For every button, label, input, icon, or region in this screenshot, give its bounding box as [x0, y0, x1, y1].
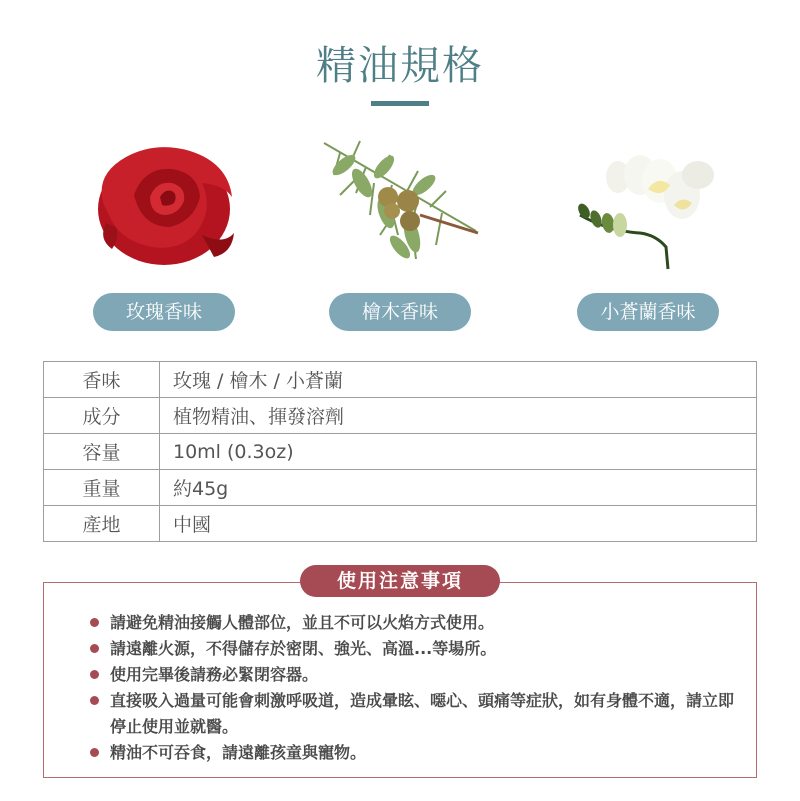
spec-key: 重量 — [44, 470, 160, 506]
spec-value: 10ml (0.3oz) — [160, 434, 757, 470]
notice-text: 直接吸入過量可能會刺激呼吸道，造成暈眩、噁心、頭痛等症狀，如有身體不適，請立即停止使用並就醫。 — [110, 691, 735, 736]
scent-label-rose: 玫瑰香味 — [93, 293, 235, 331]
bullet-icon — [90, 696, 99, 705]
bullet-icon — [90, 644, 99, 653]
notice-title: 使用注意事項 — [300, 565, 500, 597]
spec-value: 約45g — [160, 470, 757, 506]
scent-cypress — [300, 135, 500, 335]
list-item — [88, 662, 738, 688]
notice-list — [88, 610, 738, 766]
title-underline — [371, 101, 429, 106]
spec-key: 成分 — [44, 398, 160, 434]
spec-value: 植物精油、揮發溶劑 — [160, 398, 757, 434]
scent-label-cypress: 檜木香味 — [329, 293, 471, 331]
notice-text: 使用完畢後請務必緊閉容器。 — [110, 665, 319, 684]
spec-row — [44, 434, 757, 470]
scent-freesia — [548, 135, 748, 335]
spec-key: 產地 — [44, 506, 160, 542]
list-item — [88, 688, 738, 740]
notice-text: 請遠離火源，不得儲存於密閉、強光、高溫...等場所。 — [110, 639, 497, 658]
notice-text: 精油不可吞食，請遠離孩童與寵物。 — [110, 743, 367, 762]
spec-key: 香味 — [44, 362, 160, 398]
page-title: 精油規格 — [316, 43, 484, 89]
spec-value: 中國 — [160, 506, 757, 542]
bullet-icon — [90, 670, 99, 679]
notice-text: 請避免精油接觸人體部位，並且不可以火焰方式使用。 — [110, 613, 495, 632]
rose-icon — [64, 135, 264, 275]
spec-row — [44, 398, 757, 434]
spec-row — [44, 506, 757, 542]
spec-table — [43, 361, 757, 542]
spec-row — [44, 470, 757, 506]
spec-value: 玫瑰 / 檜木 / 小蒼蘭 — [160, 362, 757, 398]
bullet-icon — [90, 748, 99, 757]
scent-rose — [64, 135, 264, 335]
list-item — [88, 740, 738, 766]
spec-row — [44, 362, 757, 398]
spec-key: 容量 — [44, 434, 160, 470]
list-item — [88, 610, 738, 636]
list-item — [88, 636, 738, 662]
cypress-icon — [300, 135, 500, 275]
freesia-icon — [548, 135, 748, 275]
bullet-icon — [90, 618, 99, 627]
scent-label-freesia: 小蒼蘭香味 — [577, 293, 719, 331]
